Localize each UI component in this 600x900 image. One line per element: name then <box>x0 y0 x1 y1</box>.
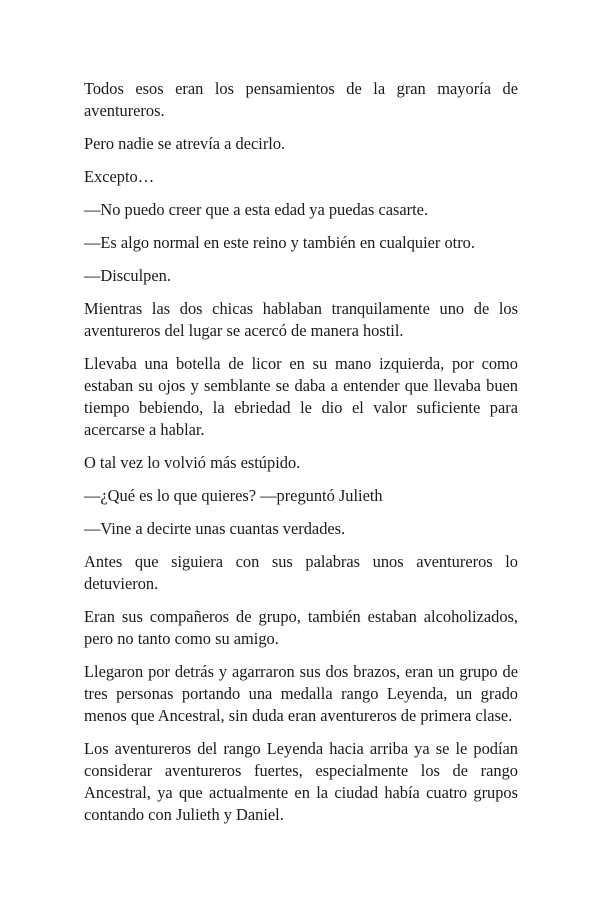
paragraph-9: O tal vez lo volvió más estúpido. <box>84 453 301 472</box>
paragraph-2: Pero nadie se atrevía a decirlo. <box>84 134 286 153</box>
paragraph-10: —¿Qué es lo que quieres? —preguntó Julieth <box>84 486 383 505</box>
paragraph-14: Llegaron por detrás y agarraron sus dos brazos, eran un grupo de tres personas portando una medalla rango Leyenda, un grado menos que Ancestral, sin duda eran aventureros de primera clase. <box>84 662 518 725</box>
document-page <box>84 78 518 837</box>
paragraph-6: —Disculpen. <box>84 266 171 285</box>
paragraph-3: Excepto… <box>84 167 155 186</box>
paragraph-1: Todos esos eran los pensamientos de la gran mayoría de aventureros. <box>84 79 518 120</box>
paragraph-4: —No puedo creer que a esta edad ya puedas casarte. <box>84 200 429 219</box>
paragraph-5: —Es algo normal en este reino y también en cualquier otro. <box>84 233 475 252</box>
paragraph-7: Mientras las dos chicas hablaban tranquilamente uno de los aventureros del lugar se acercó de manera hostil. <box>84 299 518 340</box>
paragraph-8: Llevaba una botella de licor en su mano izquierda, por como estaban su ojos y semblante se daba a entender que llevaba buen tiempo bebiendo, la ebriedad le dio el valor suficiente para acercarse a hablar. <box>84 354 518 439</box>
paragraph-15: Los aventureros del rango Leyenda hacia arriba ya se le podían considerar aventureros fuertes, especialmente los de rango Ancestral, ya que actualmente en la ciudad había cuatro grupos contando con Julieth y Daniel. <box>84 739 518 824</box>
paragraph-13: Eran sus compañeros de grupo, también estaban alcoholizados, pero no tanto como su amigo. <box>84 607 518 648</box>
paragraph-12: Antes que siguiera con sus palabras unos aventureros lo detuvieron. <box>84 552 518 593</box>
paragraph-11: —Vine a decirte unas cuantas verdades. <box>84 519 346 538</box>
